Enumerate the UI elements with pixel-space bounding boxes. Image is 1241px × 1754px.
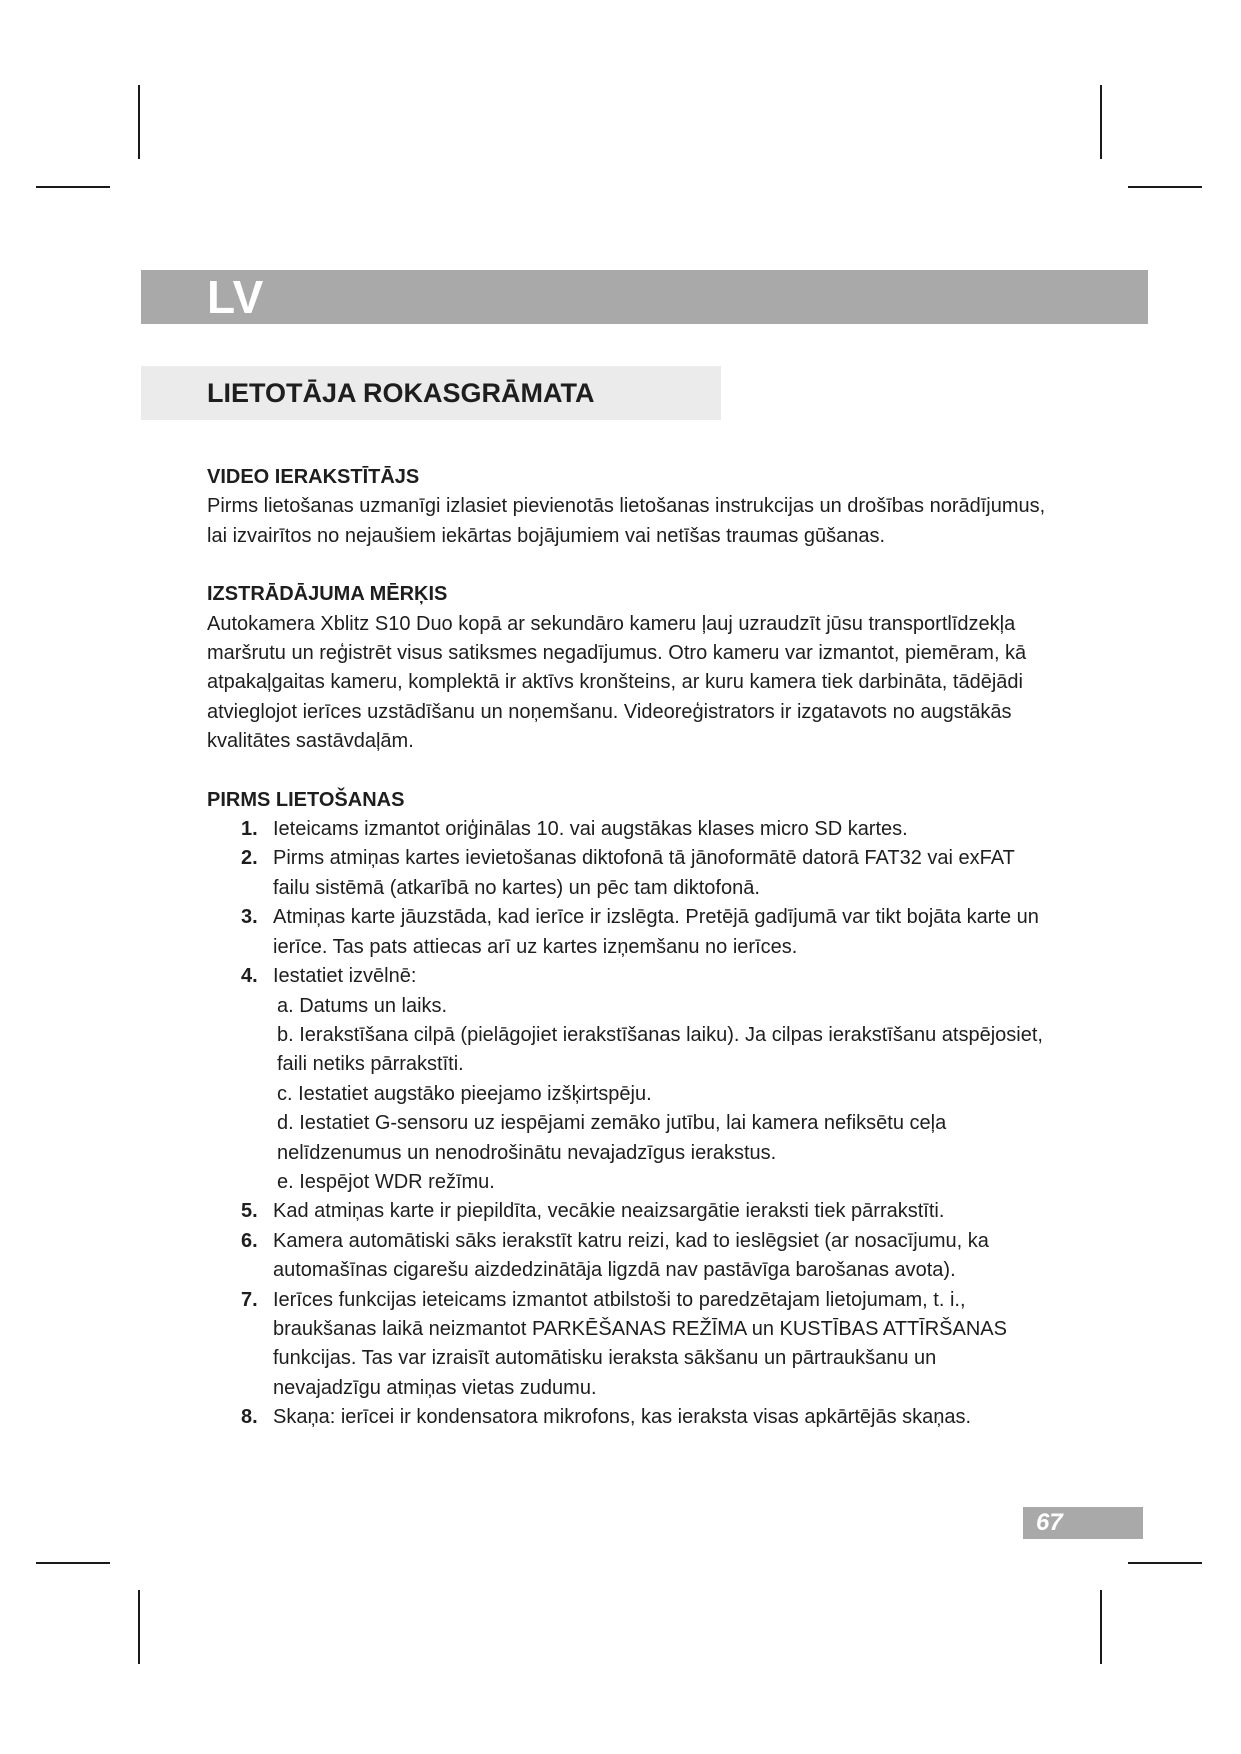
section-heading-purpose: IZSTRĀDĀJUMA MĒRĶIS xyxy=(207,583,448,606)
list-item xyxy=(207,1227,1047,1286)
list-item xyxy=(207,1197,1047,1226)
crop-mark-bottom-right-vertical xyxy=(1100,1590,1102,1664)
list-item-number: 2. xyxy=(241,847,258,870)
list-item xyxy=(207,815,1047,844)
list-item xyxy=(207,1286,1047,1404)
crop-mark-top-left-vertical xyxy=(138,85,140,159)
list-item xyxy=(207,903,1047,962)
list-item xyxy=(207,844,1047,903)
list-item-text: Iestatiet izvēlnē: xyxy=(273,965,417,988)
list-item-number: 5. xyxy=(241,1200,258,1223)
manual-content xyxy=(207,463,1047,1462)
list-item xyxy=(207,1403,1047,1432)
language-code: LV xyxy=(207,271,265,323)
crop-mark-top-left-horizontal xyxy=(36,186,110,188)
section-body-video: Pirms lietošanas uzmanīgi izlasiet pievienotās lietošanas instrukcijas un drošības norādījumus, lai izvairītos no nejaušiem iekārtas bojājumiem vai netīšas traumas gūšanas. xyxy=(207,495,1046,547)
sub-list-item: e. Iespējot WDR režīmu. xyxy=(277,1170,495,1193)
sub-list-item: b. Ierakstīšana cilpā (pielāgojiet ierakstīšanas laiku). Ja cilpas ierakstīšanu atspējosiet, faili netiks pārrakstīti. xyxy=(277,1023,1043,1076)
list-item-number: 3. xyxy=(241,906,258,929)
list-item-text: Kamera automātiski sāks ierakstīt katru reizi, kad to ieslēgsiet (ar nosacījumu, ka automašīnas cigarešu aizdedzinātāja ligzdā nav pastāvīga barošanas avota). xyxy=(273,1229,989,1282)
list-item-number: 8. xyxy=(241,1406,258,1429)
sub-list-item: a. Datums un laiks. xyxy=(277,994,448,1017)
page-number-box xyxy=(1023,1507,1143,1539)
section-purpose xyxy=(207,580,1047,756)
section-before-use xyxy=(207,786,1047,1433)
crop-mark-bottom-left-vertical xyxy=(138,1590,140,1664)
list-item-number: 4. xyxy=(241,965,258,988)
list-item-text: Ieteicams izmantot oriģinālas 10. vai augstākas klases micro SD kartes. xyxy=(273,818,908,841)
list-item xyxy=(207,962,1047,1197)
section-heading-video: VIDEO IERAKSTĪTĀJS xyxy=(207,466,420,488)
section-heading-before-use: PIRMS LIETOŠANAS xyxy=(207,788,405,811)
list-item-text: Pirms atmiņas kartes ievietošanas diktofonā tā jānoformātē datorā FAT32 vai exFAT failu sistēmā (atkarībā no kartes) un pēc tam diktofonā. xyxy=(273,847,1015,899)
section-video xyxy=(207,463,1047,551)
sub-list-item: d. Iestatiet G-sensoru uz iespējami zemāko jutību, lai kamera nefiksētu ceļa nelīdzenumus un nenodrošinātu nevajadzīgus ierakstus. xyxy=(277,1112,947,1164)
section-body-purpose: Autokamera Xblitz S10 Duo kopā ar sekundāro kameru ļauj uzraudzīt jūsu transportlīdzekļa maršrutu un reģistrēt visus satiksmes negadījumus. Otro kameru var izmantot, piemēram, kā atpakaļgaitas kameru, komplektā ir aktīvs kronšteins, ar kuru kamera tiek darbināta, tādējādi atvieglojot ierīces uzstādīšanu un noņemšanu. Videoreģistrators ir izgatavots no augstākās kvalitātes sastāvdaļām. xyxy=(207,612,1027,753)
crop-mark-top-right-horizontal xyxy=(1128,186,1202,188)
list-item-text: Skaņa: ierīcei ir kondensatora mikrofons, kas ieraksta visas apkārtējās skaņas. xyxy=(273,1406,972,1429)
crop-mark-top-right-vertical xyxy=(1100,85,1102,159)
page-number: 67 xyxy=(1036,1509,1063,1536)
list-item-number: 1. xyxy=(241,818,258,841)
before-use-list xyxy=(207,815,1047,1433)
list-item-text: Ierīces funkcijas ieteicams izmantot atbilstoši to paredzētajam lietojumam, t. i., braukšanas laikā neizmantot PARKĒŠANAS REŽĪMA un KUSTĪBAS ATTĪRŠANAS funkcijas. Tas var izraisīt automātisku ieraksta sākšanu un pārtraukšanu un nevajadzīgu atmiņas vietas zudumu. xyxy=(273,1288,1007,1399)
manual-title: LIETOTĀJA ROKASGRĀMATA xyxy=(207,378,595,408)
list-item-text: Kad atmiņas karte ir piepildīta, vecākie neaizsargātie ieraksti tiek pārrakstīti. xyxy=(273,1200,945,1223)
sub-list-item: c. Iestatiet augstāko pieejamo izšķirtspēju. xyxy=(277,1082,652,1105)
list-item-text: Atmiņas karte jāuzstāda, kad ierīce ir izslēgta. Pretējā gadījumā var tikt bojāta karte un ierīce. Tas pats attiecas arī uz kartes izņemšanu no ierīces. xyxy=(273,906,1039,958)
list-item-number: 7. xyxy=(241,1288,258,1311)
crop-mark-bottom-right-horizontal xyxy=(1128,1562,1202,1564)
language-bar xyxy=(141,270,1148,324)
crop-mark-bottom-left-horizontal xyxy=(36,1562,110,1564)
manual-title-box xyxy=(141,366,721,420)
menu-settings-sublist xyxy=(273,992,1047,1198)
list-item-number: 6. xyxy=(241,1229,258,1252)
